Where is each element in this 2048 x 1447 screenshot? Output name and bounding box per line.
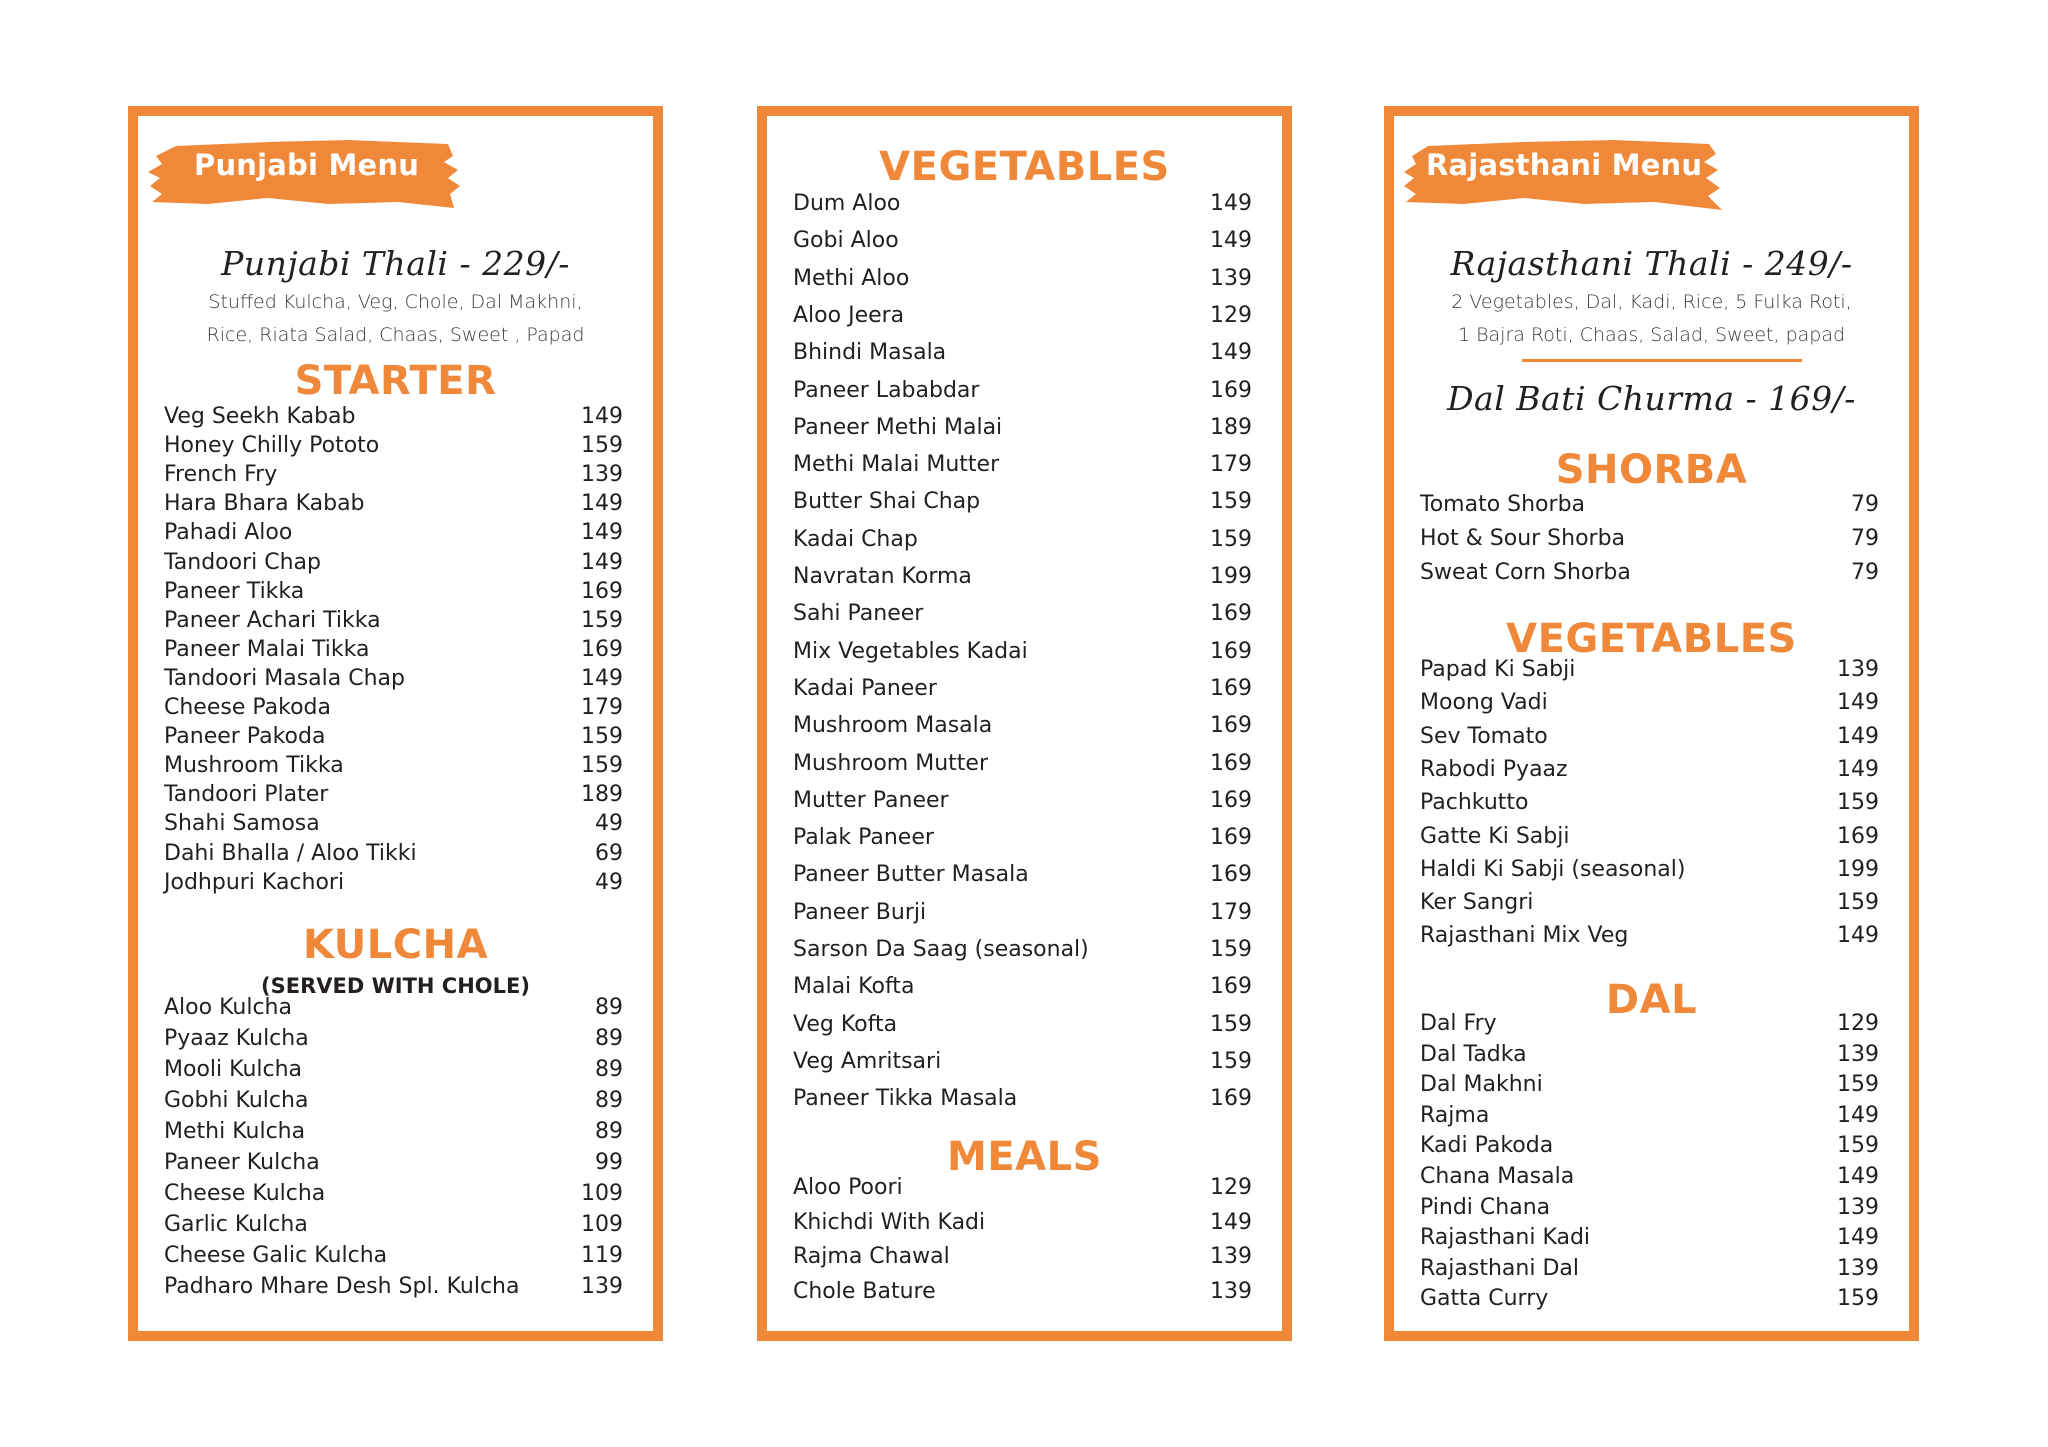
item-name: Dahi Bhalla / Aloo Tikki [164, 840, 417, 866]
item-name: Chole Bature [793, 1278, 936, 1304]
item-name: Bhindi Masala [793, 340, 947, 366]
menu-item [164, 637, 623, 663]
item-price: 139 [1210, 265, 1252, 291]
item-name: Rajasthani Mix Veg [1420, 923, 1629, 949]
item-price: 139 [1837, 657, 1879, 682]
menu-item [1420, 790, 1879, 816]
item-price: 169 [581, 578, 623, 604]
menu-item [164, 1212, 623, 1238]
item-name: Tandoori Masala Chap [164, 665, 406, 691]
item-name: Paneer Butter Masala [793, 862, 1029, 888]
item-name: Tomato Shorba [1420, 492, 1586, 517]
thali-title: Rajasthani Thali - 249/- [1450, 244, 1853, 283]
item-name: Dal Makhni [1420, 1072, 1543, 1098]
menu-item [793, 601, 1252, 627]
section-title-vegetables: VEGETABLES [879, 144, 1170, 190]
item-name: Sarson Da Saag (seasonal) [793, 937, 1089, 962]
item-price: 69 [595, 840, 623, 866]
menu-item [164, 404, 623, 430]
item-price: 159 [1210, 1048, 1252, 1074]
rajasthani-menu-panel [1384, 106, 1919, 1341]
item-price: 139 [1837, 1041, 1879, 1067]
item-price: 139 [1210, 1278, 1252, 1304]
menu-item [793, 340, 1252, 366]
item-price: 199 [1210, 564, 1252, 589]
menu-item [793, 489, 1252, 515]
item-price: 149 [1837, 923, 1879, 949]
item-name: Pyaaz Kulcha [164, 1026, 309, 1051]
item-price: 179 [1210, 899, 1252, 925]
item-price: 169 [1210, 787, 1252, 813]
menu-item [1420, 757, 1879, 783]
item-price: 139 [581, 1274, 623, 1299]
menu-item [793, 1086, 1252, 1112]
menu-item [1420, 690, 1879, 716]
item-name: Rabodi Pyaaz [1420, 756, 1568, 782]
thali-description-line-2: Rice, Riata Salad, Chaas, Sweet , Papad [206, 324, 585, 346]
item-name: Paneer Pakoda [164, 724, 326, 750]
item-price: 129 [1210, 1175, 1252, 1200]
item-price: 79 [1851, 560, 1879, 585]
banner-title: Rajasthani Menu [1426, 148, 1703, 182]
menu-item [1420, 1286, 1879, 1312]
item-price: 159 [581, 753, 623, 779]
item-name: Sweat Corn Shorba [1420, 560, 1631, 585]
rajasthani-menu-banner [1404, 134, 1734, 214]
item-price: 169 [1210, 675, 1252, 701]
item-price: 129 [1210, 302, 1252, 328]
item-name: Ker Sangri [1420, 890, 1534, 916]
item-price: 139 [581, 462, 623, 488]
item-name: Paneer Lababdar [793, 377, 980, 403]
item-name: Paneer Tikka [164, 578, 305, 604]
menu-item [793, 191, 1252, 217]
item-name: Pindi Chana [1420, 1194, 1551, 1220]
item-name: Navratan Korma [793, 564, 972, 589]
item-price: 159 [581, 433, 623, 459]
menu-item [164, 724, 623, 750]
menu-item [793, 1012, 1252, 1038]
item-price: 169 [1210, 750, 1252, 776]
item-name: Rajasthani Dal [1420, 1255, 1579, 1281]
item-price: 149 [1837, 723, 1879, 749]
thali-title: Punjabi Thali - 229/- [221, 244, 570, 283]
menu-item [164, 841, 623, 867]
menu-item [1420, 1256, 1879, 1282]
item-price: 159 [1210, 937, 1252, 962]
item-name: Tandoori Chap [164, 549, 322, 575]
item-price: 159 [1210, 489, 1252, 515]
item-price: 169 [1210, 825, 1252, 851]
item-price: 159 [1837, 790, 1879, 816]
menu-item [793, 676, 1252, 702]
menu-item [164, 811, 623, 837]
item-name: Mushroom Mutter [793, 750, 988, 776]
menu-item [1420, 890, 1879, 916]
item-name: Gobi Aloo [793, 228, 899, 254]
menu-item [164, 608, 623, 634]
menu-item [164, 666, 623, 692]
item-name: Malai Kofta [793, 974, 915, 1000]
menu-item [164, 753, 623, 779]
menu-item [793, 862, 1252, 888]
item-name: Methi Malai Mutter [793, 452, 1000, 478]
item-name: Cheese Galic Kulcha [164, 1243, 388, 1268]
menu-item [164, 870, 623, 896]
item-price: 79 [1851, 492, 1879, 517]
item-name: Aloo Kulcha [164, 995, 292, 1020]
menu-item [164, 1274, 623, 1300]
item-name: Padharo Mhare Desh Spl. Kulcha [164, 1274, 520, 1299]
kulcha-subtitle: (SERVED WITH CHOLE) [261, 974, 530, 998]
item-name: Paneer Kulcha [164, 1150, 320, 1175]
item-name: Paneer Tikka Masala [793, 1086, 1018, 1112]
item-price: 169 [581, 636, 623, 662]
item-name: Sahi Paneer [793, 601, 924, 627]
item-price: 149 [1210, 191, 1252, 216]
special-dish-title: Dal Bati Churma - 169/- [1447, 379, 1856, 418]
section-title-starter: STARTER [294, 358, 497, 404]
item-name: Mutter Paneer [793, 787, 949, 813]
item-price: 169 [1837, 823, 1879, 849]
item-price: 149 [1837, 1225, 1879, 1251]
item-name: Aloo Poori [793, 1175, 903, 1200]
thali-description-line-2: 1 Bajra Roti, Chaas, Salad, Sweet, papad [1457, 324, 1846, 346]
item-price: 199 [1837, 856, 1879, 882]
item-price: 89 [595, 1057, 623, 1082]
item-price: 169 [1210, 713, 1252, 739]
menu-item [793, 452, 1252, 478]
item-price: 149 [581, 491, 623, 517]
menu-item [793, 751, 1252, 777]
item-price: 119 [581, 1243, 623, 1268]
item-price: 149 [1210, 340, 1252, 366]
item-name: Cheese Pakoda [164, 695, 331, 720]
menu-item [793, 825, 1252, 851]
menu-item [1420, 1042, 1879, 1068]
menu-item [1420, 526, 1879, 552]
thali-description-line-1: 2 Vegetables, Dal, Kadi, Rice, 5 Fulka Roti, [1451, 291, 1852, 313]
item-price: 149 [1837, 1164, 1879, 1189]
item-name: Veg Seekh Kabab [164, 404, 356, 429]
item-price: 159 [1210, 1011, 1252, 1037]
menu-item [1420, 857, 1879, 883]
menu-item [164, 1088, 623, 1114]
item-name: Veg Amritsari [793, 1048, 942, 1074]
menu-item [793, 1049, 1252, 1075]
item-name: Cheese Kulcha [164, 1181, 326, 1206]
item-name: Mooli Kulcha [164, 1057, 303, 1082]
menu-item [164, 433, 623, 459]
menu-item [164, 1150, 623, 1176]
item-name: Khichdi With Kadi [793, 1209, 986, 1235]
item-name: Moong Vadi [1420, 690, 1548, 716]
section-title-vegetables: VEGETABLES [1506, 616, 1797, 662]
item-name: Dum Aloo [793, 191, 901, 216]
punjabi-menu-banner [148, 134, 478, 214]
menu-item [1420, 492, 1879, 518]
item-price: 149 [581, 549, 623, 575]
item-name: Tandoori Plater [164, 782, 329, 808]
item-name: Kadi Pakoda [1420, 1133, 1554, 1159]
section-title-shorba: SHORBA [1555, 447, 1748, 493]
menu-item [164, 1243, 623, 1269]
item-name: Dal Tadka [1420, 1041, 1527, 1067]
item-price: 159 [1210, 526, 1252, 552]
item-name: Butter Shai Chap [793, 489, 981, 515]
item-name: Rajma [1420, 1102, 1490, 1128]
menu-item [793, 266, 1252, 292]
item-price: 159 [1837, 1286, 1879, 1312]
item-name: Shahi Samosa [164, 811, 320, 837]
item-name: Papad Ki Sabji [1420, 657, 1576, 682]
item-name: Garlic Kulcha [164, 1212, 308, 1237]
menu-item [1420, 1072, 1879, 1098]
menu-item [164, 1181, 623, 1207]
item-price: 189 [581, 782, 623, 808]
item-price: 179 [581, 695, 623, 720]
item-name: Pachkutto [1420, 790, 1529, 816]
menu-item [1420, 1164, 1879, 1190]
item-name: Dal Fry [1420, 1011, 1497, 1036]
menu-item [1420, 560, 1879, 586]
section-title-kulcha: KULCHA [302, 922, 489, 968]
menu-item [793, 1210, 1252, 1236]
item-price: 109 [581, 1212, 623, 1237]
menu-item [793, 900, 1252, 926]
item-price: 169 [1210, 601, 1252, 627]
item-price: 89 [595, 995, 623, 1020]
item-price: 149 [581, 404, 623, 429]
menu-item [793, 303, 1252, 329]
menu-item [164, 1119, 623, 1145]
menu-item [793, 1244, 1252, 1270]
item-name: Rajasthani Kadi [1420, 1225, 1591, 1251]
item-price: 189 [1210, 414, 1252, 440]
menu-item [1420, 657, 1879, 683]
menu-item [1420, 1225, 1879, 1251]
item-name: Palak Paneer [793, 825, 934, 851]
menu-item [793, 378, 1252, 404]
item-name: Paneer Achari Tikka [164, 607, 381, 633]
menu-item [793, 228, 1252, 254]
item-price: 149 [581, 665, 623, 691]
item-price: 159 [1837, 890, 1879, 916]
item-name: Methi Aloo [793, 265, 910, 291]
menu-item [793, 564, 1252, 590]
divider [1522, 359, 1802, 362]
item-price: 89 [595, 1119, 623, 1144]
menu-item [1420, 1133, 1879, 1159]
item-price: 169 [1210, 862, 1252, 888]
menu-item [793, 639, 1252, 665]
punjabi-menu-panel [128, 106, 663, 1341]
menu-item [164, 462, 623, 488]
item-price: 79 [1851, 526, 1879, 551]
item-name: Paneer Methi Malai [793, 414, 1003, 440]
item-name: Mushroom Masala [793, 713, 993, 739]
menu-item [164, 782, 623, 808]
item-price: 159 [581, 724, 623, 750]
menu-item [793, 937, 1252, 963]
menu-item [1420, 824, 1879, 850]
item-name: Hara Bhara Kabab [164, 491, 365, 517]
menu-item [1420, 1011, 1879, 1037]
item-price: 149 [1837, 690, 1879, 716]
item-price: 139 [1837, 1255, 1879, 1281]
menu-item [164, 1026, 623, 1052]
vegetables-meals-panel [757, 106, 1292, 1341]
section-title-dal: DAL [1605, 977, 1698, 1023]
item-name: Chana Masala [1420, 1164, 1575, 1189]
item-name: Jodhpuri Kachori [164, 869, 345, 895]
menu-item [1420, 923, 1879, 949]
menu-item [793, 974, 1252, 1000]
item-price: 169 [1210, 377, 1252, 403]
menu-item [164, 550, 623, 576]
menu-item [793, 713, 1252, 739]
menu-item [793, 415, 1252, 441]
menu-item [164, 491, 623, 517]
item-name: Mushroom Tikka [164, 753, 344, 779]
menu-item [164, 995, 623, 1021]
item-price: 169 [1210, 1086, 1252, 1112]
menu-item [793, 1175, 1252, 1201]
item-price: 159 [1837, 1072, 1879, 1098]
item-price: 99 [595, 1150, 623, 1175]
item-price: 89 [595, 1026, 623, 1051]
menu-item [1420, 1195, 1879, 1221]
item-price: 139 [1210, 1244, 1252, 1269]
menu-item [793, 788, 1252, 814]
item-price: 149 [1837, 1102, 1879, 1128]
item-price: 89 [595, 1088, 623, 1113]
item-name: Kadai Paneer [793, 675, 937, 701]
menu-item [164, 579, 623, 605]
menu-item [164, 1057, 623, 1083]
menu-item [793, 527, 1252, 553]
item-name: Gatte Ki Sabji [1420, 823, 1570, 849]
item-price: 179 [1210, 452, 1252, 478]
section-title-meals: MEALS [947, 1134, 1102, 1180]
item-price: 129 [1837, 1011, 1879, 1036]
item-name: Gobhi Kulcha [164, 1088, 309, 1113]
thali-description-line-1: Stuffed Kulcha, Veg, Chole, Dal Makhni, [208, 291, 583, 313]
item-name: Hot & Sour Shorba [1420, 526, 1626, 551]
item-name: Pahadi Aloo [164, 520, 293, 546]
item-price: 149 [1837, 756, 1879, 782]
item-name: Paneer Burji [793, 899, 927, 925]
item-price: 169 [1210, 974, 1252, 1000]
item-price: 139 [1837, 1194, 1879, 1220]
item-price: 49 [595, 811, 623, 837]
item-price: 149 [581, 520, 623, 546]
item-name: Honey Chilly Pototo [164, 433, 380, 459]
menu-item [1420, 1103, 1879, 1129]
item-name: Haldi Ki Sabji (seasonal) [1420, 856, 1686, 882]
menu-item [1420, 724, 1879, 750]
item-price: 159 [1837, 1133, 1879, 1159]
item-price: 169 [1210, 638, 1252, 664]
item-name: Gatta Curry [1420, 1286, 1549, 1312]
menu-item [164, 695, 623, 721]
menu-item [164, 520, 623, 546]
menu-item [793, 1279, 1252, 1305]
item-name: Sev Tomato [1420, 723, 1548, 749]
item-name: Rajma Chawal [793, 1244, 950, 1269]
item-name: Paneer Malai Tikka [164, 636, 370, 662]
item-name: French Fry [164, 462, 278, 488]
item-price: 149 [1210, 228, 1252, 254]
item-price: 109 [581, 1181, 623, 1206]
item-name: Kadai Chap [793, 526, 918, 552]
banner-title: Punjabi Menu [194, 148, 420, 182]
item-name: Methi Kulcha [164, 1119, 306, 1144]
item-name: Mix Vegetables Kadai [793, 638, 1028, 664]
item-name: Aloo Jeera [793, 302, 905, 328]
item-price: 159 [581, 607, 623, 633]
item-price: 149 [1210, 1209, 1252, 1235]
item-price: 49 [595, 869, 623, 895]
item-name: Veg Kofta [793, 1011, 898, 1037]
